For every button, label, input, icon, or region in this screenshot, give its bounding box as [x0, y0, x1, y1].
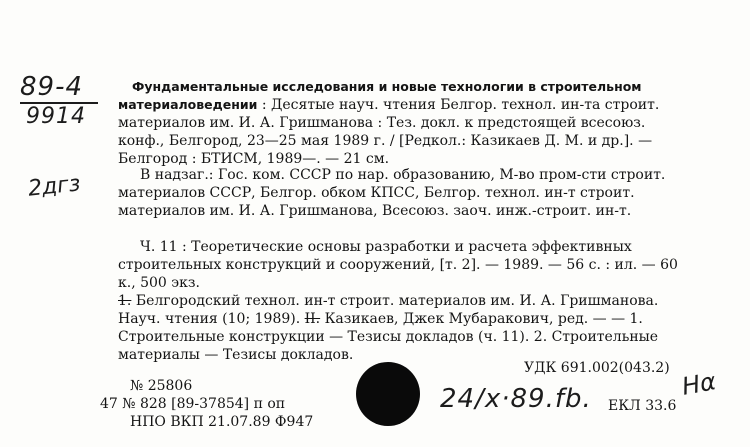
udc-classification: УДК 691.002(043.2): [524, 360, 670, 376]
tracings: [118, 292, 688, 364]
tracing-institute: Белгородский технол. ин-т строит. материалов им. И. А. Гришманова. Науч. чтения (10; 1989).: [118, 293, 659, 327]
handwritten-initials: Нα: [679, 367, 719, 401]
handwritten-date: 24/x·89.fb.: [440, 384, 592, 414]
annex-note: В надзаг.: Гос. ком. СССР по нар. образованию, М-во пром-сти строит. материалов СССР, Белгор. обком КПСС, Белгор. технол. ин-т строит. материалов им. И. А. Гришманова, Всесоюз. заоч. инж.-строит. ин-т.: [118, 167, 666, 219]
inventory-line: 47 № 828 [89-37854] п оп: [100, 396, 286, 412]
publisher-stamp-line: НПО ВКП 21.07.89 Ф947: [130, 414, 314, 430]
accession-number: № 25806: [130, 378, 193, 394]
entry-title: Фундаментальные исследования и новые технологии в строительном материаловедении: [118, 79, 642, 112]
handwritten-shelf-number: 9914: [26, 104, 86, 129]
struck-tracing-number-2: II.: [304, 311, 321, 327]
part-description: Ч. 11 : Теоретические основы разработки и расчета эффективных строительных конструкций и сооружений, [т. 2]. — 1989. — 56 с. : ил. — 60 к., 500 экз.: [118, 239, 678, 291]
handwritten-margin-mark: 2дгз: [26, 171, 82, 202]
entry-description: : Десятые науч. чтения Белгор. технол. ин-та строит. материалов им. И. А. Гришманова : Тез. докл. к предстоящей всесоюз. конф., Белгород, 23—25 мая 1989 г. / [Редкол.: Казикаев Д. М. и др.]. — Белгород : БТИСМ, 1989—. — 21 см.: [118, 97, 660, 167]
card-punch-hole: [356, 362, 420, 426]
bibliographic-entry: [118, 78, 688, 168]
struck-tracing-number-1: 1.: [118, 293, 132, 309]
tracing-editor-subjects: Казикаев, Джек Мубаракович, ред. — — 1. Строительные конструкции — Тезисы докладов (ч. 11). 2. Строительные материалы — Тезисы докладов.: [118, 311, 659, 363]
handwritten-call-number: 89-4: [20, 72, 84, 102]
ekl-code: ЕКЛ 33.6: [608, 398, 677, 414]
